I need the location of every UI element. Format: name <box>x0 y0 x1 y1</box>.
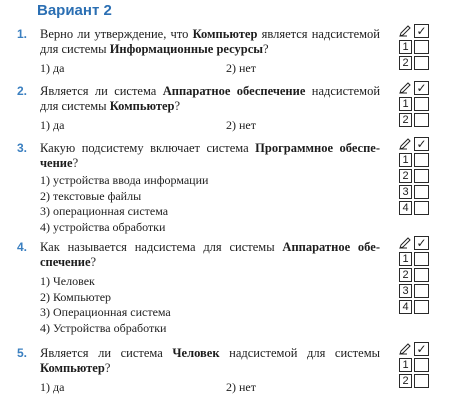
answer-number: 3 <box>399 185 412 199</box>
option-4: 4) устройства обработки <box>40 219 166 234</box>
answer-number: 4 <box>399 201 412 215</box>
option-1: 1) Человек <box>40 274 95 288</box>
check-header-box: ✓ <box>414 236 429 250</box>
answer-checkbox[interactable] <box>414 300 429 314</box>
answer-boxes-1 <box>399 24 433 71</box>
answer-boxes-4 <box>399 236 433 315</box>
question-text: Как называется надсистема для системы Аппаратное обеспечение? <box>40 240 380 269</box>
option-2: 2) нет <box>226 61 256 75</box>
variant-title: Вариант 2 <box>37 2 112 19</box>
option-2: 2) нет <box>226 380 256 394</box>
answer-number: 2 <box>399 56 412 70</box>
answer-checkbox[interactable] <box>414 40 429 54</box>
answer-checkbox[interactable] <box>414 358 429 372</box>
pencil-icon <box>399 343 411 355</box>
question-text: Является ли система Человек надсистемой для системы Компьютер? <box>40 346 381 375</box>
answer-number: 2 <box>399 374 412 388</box>
question-number: 1. <box>17 27 28 41</box>
pencil-icon <box>399 138 411 150</box>
answer-boxes-2 <box>399 81 433 128</box>
pencil-icon <box>399 237 411 249</box>
answer-checkbox[interactable] <box>414 153 429 167</box>
answer-boxes-5 <box>399 342 433 389</box>
answer-number: 3 <box>399 284 412 298</box>
pencil-icon <box>399 25 411 37</box>
option-3: 3) Операционная система <box>40 305 171 319</box>
option-1: 1) устройства ввода информации <box>40 173 209 187</box>
check-header-box: ✓ <box>414 342 429 356</box>
option-4: 4) Устройства обработки <box>40 320 167 335</box>
option-2: 2) нет <box>226 118 256 132</box>
question-text: Является ли система Аппаратное обеспечение надсистемой для системы Компьютер? <box>40 84 381 113</box>
option-2: 2) текстовые файлы <box>40 188 142 203</box>
answer-checkbox[interactable] <box>414 201 429 215</box>
answer-checkbox[interactable] <box>414 97 429 111</box>
question-number: 4. <box>17 240 28 254</box>
answer-number: 1 <box>399 40 412 54</box>
answer-checkbox[interactable] <box>414 185 429 199</box>
question-number: 5. <box>17 346 28 360</box>
option-1: 1) да <box>40 61 65 75</box>
option-1: 1) да <box>40 380 65 394</box>
question-text: Верно ли утверждение, что Компьютер является надсистемой для системы Информационные ресурсы? <box>40 27 380 56</box>
answer-checkbox[interactable] <box>414 268 429 282</box>
check-header-box: ✓ <box>414 24 429 38</box>
answer-number: 1 <box>399 358 412 372</box>
answer-checkbox[interactable] <box>414 284 429 298</box>
option-3: 3) операционная система <box>40 204 169 218</box>
option-1: 1) да <box>40 118 65 132</box>
pencil-icon <box>399 82 411 94</box>
answer-checkbox[interactable] <box>414 56 429 70</box>
answer-number: 1 <box>399 252 412 266</box>
option-2: 2) Компьютер <box>40 289 112 304</box>
answer-checkbox[interactable] <box>414 169 429 183</box>
question-number: 2. <box>17 84 28 98</box>
answer-number: 1 <box>399 97 412 111</box>
answer-number: 1 <box>399 153 412 167</box>
answer-number: 2 <box>399 169 412 183</box>
check-header-box: ✓ <box>414 137 429 151</box>
question-number: 3. <box>17 141 28 155</box>
check-header-box: ✓ <box>414 81 429 95</box>
answer-boxes-3 <box>399 137 433 216</box>
question-text: Какую подсистему включает система Программное обеспечение? <box>40 141 380 170</box>
answer-checkbox[interactable] <box>414 113 429 127</box>
answer-number: 2 <box>399 113 412 127</box>
answer-checkbox[interactable] <box>414 374 429 388</box>
answer-checkbox[interactable] <box>414 252 429 266</box>
answer-number: 2 <box>399 268 412 282</box>
answer-number: 4 <box>399 300 412 314</box>
